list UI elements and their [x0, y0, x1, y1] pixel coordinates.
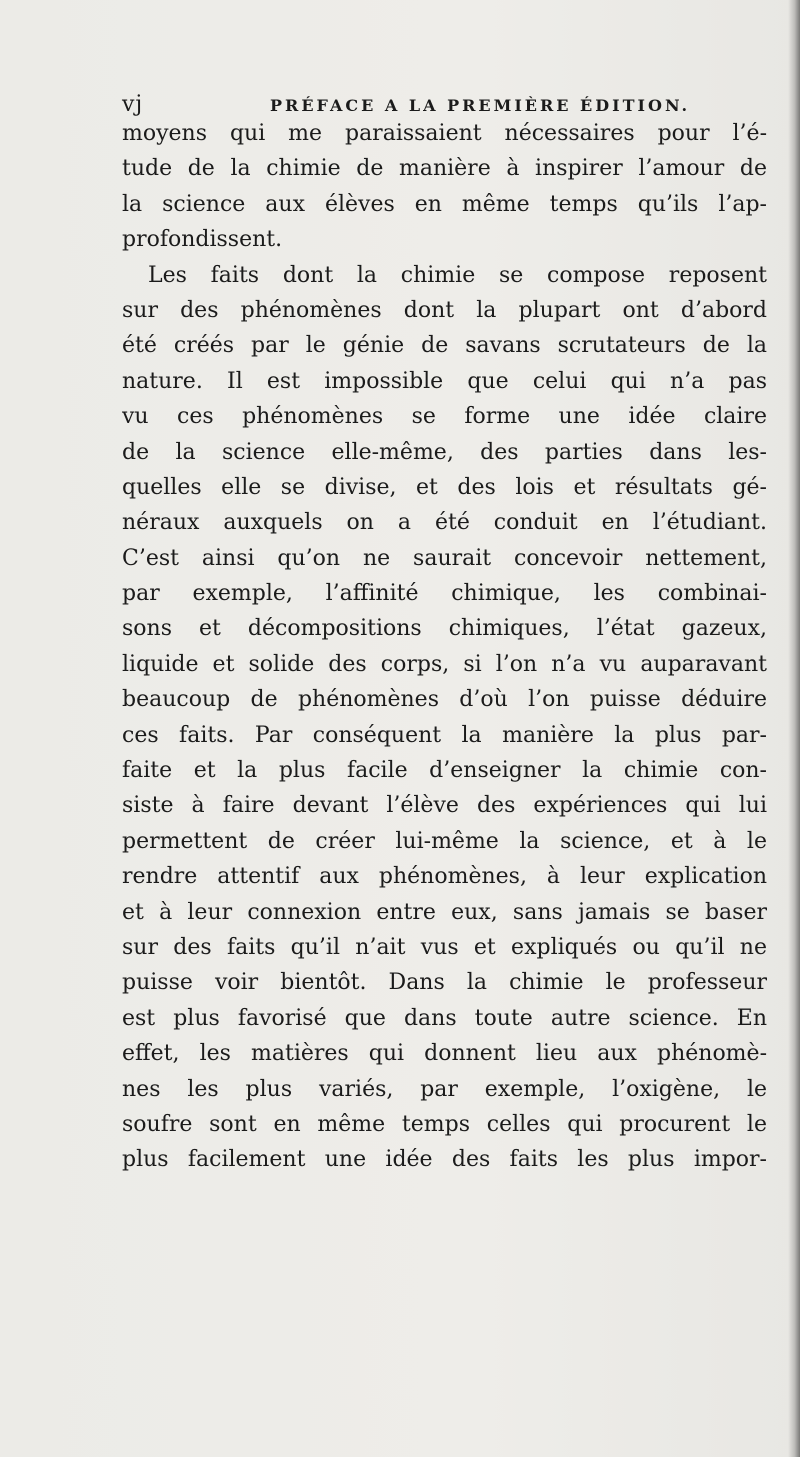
text-line: Les faits dont la chimie se compose reposent: [148, 262, 767, 288]
text-line: beaucoup de phénomènes d’où l’on puisse déduire: [122, 687, 767, 713]
text-line: effet, les matières qui donnent lieu aux phénomè-: [122, 1041, 767, 1067]
page-edge-shadow: [788, 0, 800, 1457]
text-line: ces faits. Par conséquent la manière la plus par-: [122, 722, 767, 748]
text-line: siste à faire devant l’élève des expériences qui lui: [122, 793, 767, 819]
text-line: nature. Il est impossible que celui qui n’a pas: [122, 368, 767, 394]
running-head: PRÉFACE A LA PREMIÈRE ÉDITION.: [270, 96, 691, 115]
text-line: néraux auxquels on a été conduit en l’étudiant.: [122, 510, 767, 536]
text-line: puisse voir bientôt. Dans la chimie le professeur: [122, 970, 767, 996]
text-line: plus facilement une idée des faits les plus impor-: [122, 1147, 767, 1173]
text-line: sur des phénomènes dont la plupart ont d’abord: [122, 297, 767, 323]
text-line: moyens qui me paraissaient nécessaires pour l’é-: [122, 121, 767, 146]
text-line: est plus favorisé que dans toute autre science. En: [122, 1005, 767, 1031]
page-number: vj: [122, 92, 144, 117]
text-line: par exemple, l’affinité chimique, les combinai-: [122, 581, 767, 607]
text-line: quelles elle se divise, et des lois et résultats gé-: [122, 474, 767, 500]
body-text: [122, 116, 767, 1178]
text-line: sons et décompositions chimiques, l’état gazeux,: [122, 616, 767, 642]
text-line: été créés par le génie de savans scrutateurs de la: [122, 333, 767, 359]
text-line: soufre sont en même temps celles qui procurent le: [122, 1111, 767, 1137]
text-line: nes les plus variés, par exemple, l’oxigène, le: [122, 1076, 767, 1102]
text-line: vu ces phénomènes se forme une idée claire: [122, 404, 767, 430]
text-line: sur des faits qu’il n’ait vus et expliqués ou qu’il ne: [122, 934, 767, 960]
text-line: liquide et solide des corps, si l’on n’a vu auparavant: [122, 651, 767, 677]
text-line: et à leur connexion entre eux, sans jamais se baser: [122, 899, 767, 925]
text-line: permettent de créer lui-même la science, et à le: [122, 828, 767, 854]
text-line: profondissent.: [122, 227, 283, 253]
text-line: de la science elle-même, des parties dans les-: [122, 439, 767, 465]
text-line: tude de la chimie de manière à inspirer l’amour de: [122, 156, 767, 182]
text-line: la science aux élèves en même temps qu’ils l’ap-: [122, 191, 767, 217]
text-line: C’est ainsi qu’on ne saurait concevoir nettement,: [122, 545, 767, 571]
text-line: rendre attentif aux phénomènes, à leur explication: [122, 864, 767, 890]
text-line: faite et la plus facile d’enseigner la chimie con-: [122, 758, 767, 784]
